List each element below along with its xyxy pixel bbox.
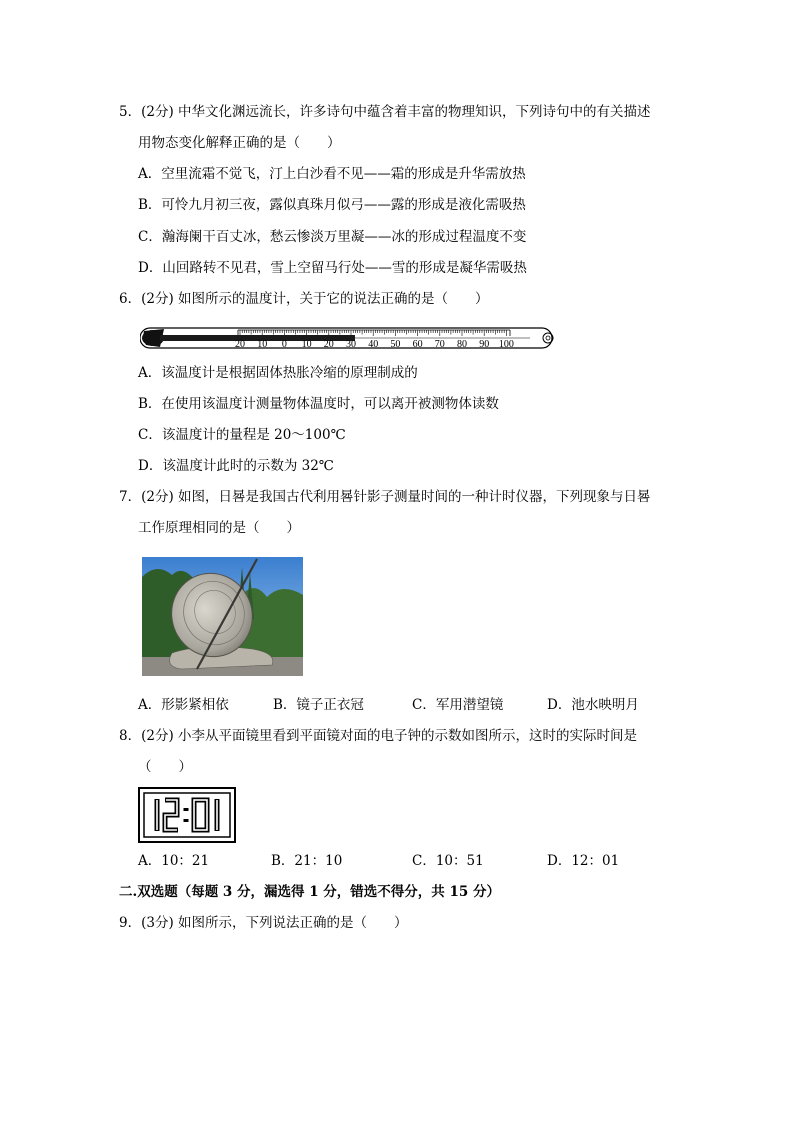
q5-option-d: D．山回路转不见君，雪上空留马行处——雪的形成是凝华需吸热 — [138, 260, 527, 276]
q6-option-d: D．该温度计此时的示数为 32℃ — [138, 458, 334, 474]
q7-option-a: A．形影紧相依 — [138, 697, 229, 713]
clock-display-text: 12:01 — [138, 787, 141, 788]
q5-stem-line1: 5．(2分) 中华文化渊远流长，许多诗句中蕴含着丰富的物理知识，下列诗句中的有关描述 — [119, 104, 651, 120]
thermometer-tick-label: 40 — [368, 339, 379, 350]
q8-option-d: D．12：01 — [547, 853, 620, 869]
thermometer-tick-label: 0 — [281, 339, 287, 350]
q7-option-b: B．镜子正衣冠 — [273, 697, 364, 713]
thermometer-tick-label: 10 — [257, 339, 268, 350]
q7-stem-line2: 工作原理相同的是（ ） — [138, 520, 300, 536]
q8-options-row — [138, 852, 678, 870]
thermometer-tick-label: 30 — [346, 339, 356, 350]
q6-option-b: B．在使用该温度计测量物体温度时，可以离开被测物体读数 — [138, 396, 499, 412]
q8-option-b: B．21：10 — [271, 853, 343, 869]
digital-clock-figure — [138, 787, 236, 843]
q8-stem-line2: （ ） — [138, 759, 192, 775]
q9-stem: 9．(3分) 如图所示，下列说法正确的是（ ） — [119, 915, 408, 931]
q8-option-a: A．10：21 — [138, 853, 210, 869]
thermometer-tick-label: 20 — [235, 339, 245, 350]
q6-option-a: A．该温度计是根据固体热胀冷缩的原理制成的 — [138, 365, 418, 381]
section-2-title: 二.双选题（每题 3 分，漏选得 1 分，错选不得分，共 15 分） — [119, 884, 500, 900]
q5-option-a: A．空里流霜不觉飞，汀上白沙看不见——霜的形成是升华需放热 — [138, 166, 526, 182]
thermometer-figure — [140, 322, 560, 354]
thermometer-tick-label: 50 — [390, 339, 401, 350]
q7-option-d: D．池水映明月 — [547, 697, 639, 713]
q6-stem: 6．(2分) 如图所示的温度计，关于它的说法正确的是（ ） — [119, 291, 489, 307]
q6-option-c: C．该温度计的量程是 20～100℃ — [138, 427, 346, 443]
thermometer-tick-label: 90 — [479, 339, 490, 350]
q5-stem-line2: 用物态变化解释正确的是（ ） — [138, 135, 341, 151]
thermometer-tick-label: 20 — [323, 339, 334, 350]
thermometer-tick-label: 80 — [457, 339, 467, 350]
q8-option-c: C．10：51 — [412, 853, 484, 869]
thermometer-tick-label: 60 — [412, 339, 423, 350]
thermometer-tick-label: 100 — [498, 339, 514, 350]
q8-stem-line1: 8．(2分) 小李从平面镜里看到平面镜对面的电子钟的示数如图所示，这时的实际时间是 — [119, 728, 638, 744]
q7-options-row — [138, 696, 678, 714]
q5-option-b: B．可怜九月初三夜，露似真珠月似弓——露的形成是液化需吸热 — [138, 197, 526, 213]
q7-stem-line1: 7．(2分) 如图，日晷是我国古代利用晷针影子测量时间的一种计时仪器，下列现象与日晷 — [119, 489, 651, 505]
thermometer-tick-label: 10 — [301, 339, 312, 350]
q5-option-c: C．瀚海阑干百丈冰，愁云惨淡万里凝——冰的形成过程温度不变 — [138, 229, 527, 245]
sundial-photo — [142, 557, 303, 676]
q7-option-c: C．军用潜望镜 — [412, 697, 504, 713]
thermometer-tick-label: 70 — [434, 339, 445, 350]
